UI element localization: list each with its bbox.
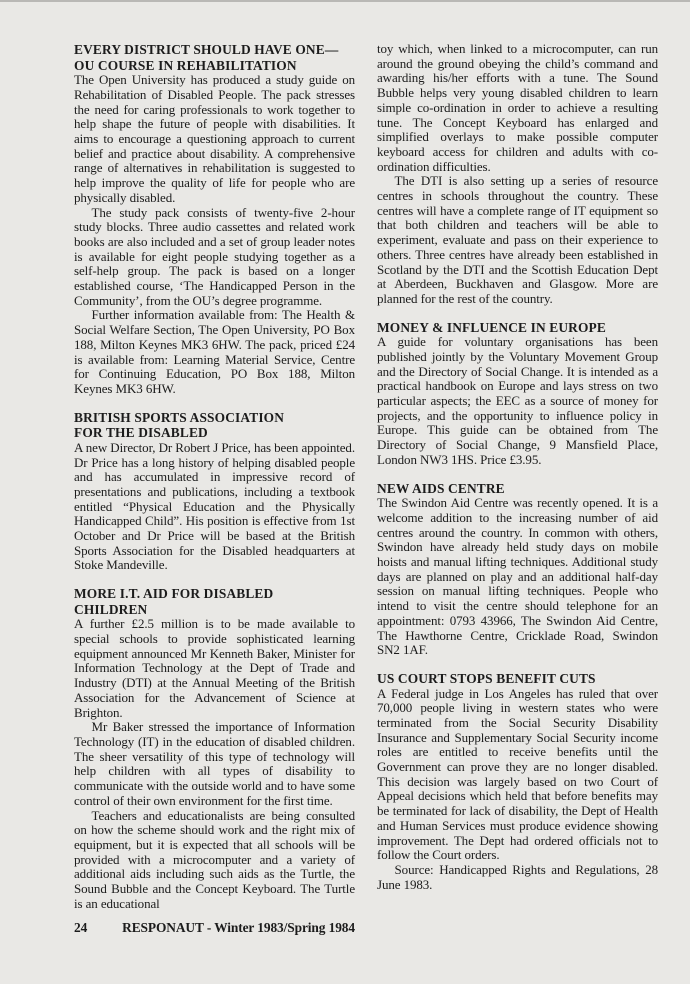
paragraph: Source: Handicapped Rights and Regulations, 28 June 1983. [377, 861, 658, 892]
heading-line: FOR THE DISABLED [74, 425, 208, 441]
paragraph: The study pack consists of twenty-five 2-hour study blocks. Three audio cassettes and related work books are also included and a set of group leader notes is available for eight people studying together as a self-help group. The pack is based on a longer established course, ‘The Handicapped Person in the Community’, from the OU’s degree programme. [74, 204, 355, 308]
article-money-influence [377, 320, 658, 468]
paragraph: A further £2.5 million is to be made available to special schools to provide sophisticated learning equipment announced Mr Kenneth Baker, Minister for Information Technology at the Dept of Trade and Industry (DTI) at the Annual Meeting of the British Association for the Advancement of Science at Brighton. [74, 616, 355, 720]
heading-line: CHILDREN [74, 601, 148, 617]
article-it-aid-continuation [377, 42, 658, 307]
article-heading [74, 410, 355, 441]
article-british-sports [74, 410, 355, 574]
paragraph: Teachers and educationalists are being consulted on how the scheme should work and the right mix of equipment, but it is expected that all schools will be provided with a microcomputer and a variety of additional aids including such aids as the Turtle, the Sound Bubble and the Concept Keyboard. The Turtle is an educational [74, 807, 355, 911]
article-ou-course [74, 42, 355, 397]
column-right [377, 42, 658, 936]
paragraph: Mr Baker stressed the importance of Information Technology (IT) in the education of disabled children. The sheer versatility of this type of technology will help children with all types of disability to communicate with the outside world and to have some control of their own environment for the first time. [74, 719, 355, 808]
paragraph: Further information available from: The Health & Social Welfare Section, The Open University, PO Box 188, Milton Keynes MK3 6HW. The pack, priced £24 is available from: Learning Material Service, Centre for Continuing Education, PO Box 188, Milton Keynes MK3 6HW. [74, 307, 355, 396]
article-it-aid [74, 586, 355, 911]
article-heading [74, 42, 355, 73]
page-body [74, 42, 662, 936]
paragraph: toy which, when linked to a microcomputer, can run around the ground obeying the child’s command and awarding his/her efforts with a tune. The Sound Bubble helps very young disabled children to learn simple co-ordination in order to achieve a resulting tune. The Concept Keyboard has enlarged and simplified overlays to make possible computer keyboard access for children and adults with co-ordination difficulties. [377, 41, 658, 174]
article-us-court [377, 671, 658, 892]
heading-line: OU COURSE IN REHABILITATION [74, 57, 297, 73]
heading-line: BRITISH SPORTS ASSOCIATION [74, 409, 285, 425]
page-number: 24 [74, 920, 88, 936]
article-heading [74, 586, 355, 617]
paragraph: The Swindon Aid Centre was recently opened. It is a welcome addition to the increasing number of aid centres around the country. In common with others, Swindon have already held study days on mobile hoists and manual lifting techniques. Additional study days are planned on play and an additional half-day session on manual lifting techniques. People who intend to visit the centre should telephone for an appointment: 0793 43966, The Swindon Aid Centre, The Hawthorne Centre, Cricklade Road, Swindon SN2 1AF. [377, 495, 658, 658]
column-left [74, 42, 355, 936]
paragraph: A guide for voluntary organisations has been published jointly by the Voluntary Movement Group and the Directory of Social Change. It is intended as a practical handbook on Europe and lays stress on two particular aspects; the EEC as a source of money for projects, and the opportunity to influence policy in Europe. This guide can be obtained from The Directory of Social Change, 9 Mansfield Place, London NW3 1HS. Price £3.95. [377, 334, 658, 467]
paragraph: A new Director, Dr Robert J Price, has been appointed. Dr Price has a long history of helping disabled people and has accumulated in impressive record of presentations and publications, including a textbook entitled “Physical Education and the Physically Handicapped Child”. His position is effective from 1st October and Dr Price will be based at the British Sports Association for the Disabled headquarters at Stoke Mandeville. [74, 439, 355, 573]
paragraph: The DTI is also setting up a series of resource centres in schools throughout the country. These centres will have a complete range of IT equipment so that both children and teachers will be able to experiment, evaluate and pass on their experience to others. Three centres have already been established in Scotland by the DTI and the Scottish Education Dept at Aberdeen, Buckhaven and Glasgow. More are planned for the rest of the country. [377, 173, 658, 306]
article-heading [377, 320, 658, 336]
heading-line: MORE I.T. AID FOR DISABLED [74, 586, 274, 602]
heading-line: MONEY & INFLUENCE IN EUROPE [377, 319, 606, 335]
heading-line: NEW AIDS CENTRE [377, 480, 505, 496]
paragraph: A Federal judge in Los Angeles has ruled that over 70,000 people living in western states who were terminated from the Social Security Disability Insurance and Supplementary Social Security income roles are entitled to receive benefits until the Government can prove they are no longer disabled. This decision was largely based on two Court of Appeal decisions which held that before benefits may be terminated for lack of disability, the Dept of Health and Human Services must produce evidence showing improvement. The Dept had ordered officials not to follow the Court orders. [377, 685, 658, 863]
heading-line: US COURT STOPS BENEFIT CUTS [377, 670, 596, 686]
paragraph: The Open University has produced a study guide on Rehabilitation of Disabled People. The pack stresses the need for caring professionals to work together to help shape the future of people with disabilities. It aims to encourage a questioning approach to current belief and practice about disability. A comprehensive range of alternatives in rehabilitation is suggested to help improve the quality of life for people who are physically disabled. [74, 72, 355, 205]
article-new-aids-centre [377, 481, 658, 658]
article-heading [377, 481, 658, 497]
page-footer [74, 921, 355, 936]
article-heading [377, 671, 658, 687]
heading-line: EVERY DISTRICT SHOULD HAVE ONE— [74, 42, 339, 57]
journal-title: RESPONAUT - Winter 1983/Spring 1984 [122, 920, 355, 936]
